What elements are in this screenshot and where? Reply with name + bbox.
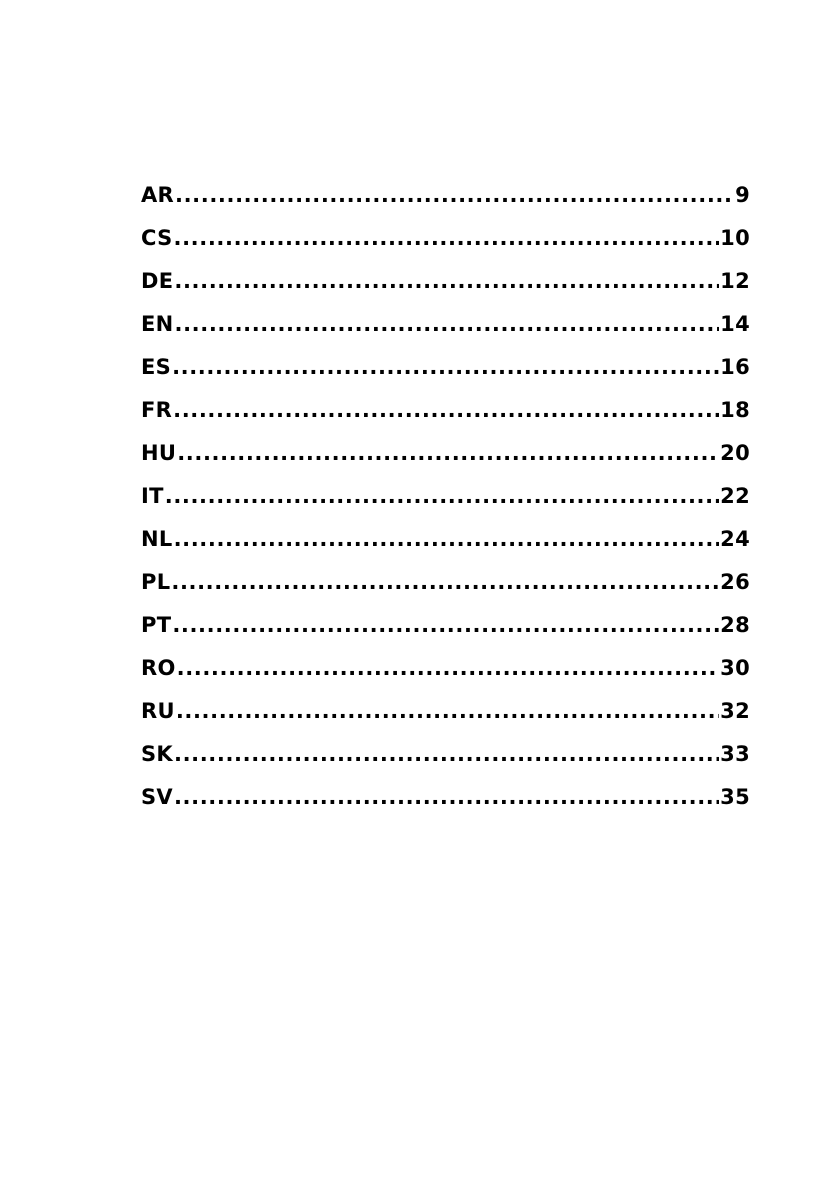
dot-leader <box>172 613 719 637</box>
toc-entry-cs[interactable] <box>141 226 750 269</box>
toc-page-number: 20 <box>720 441 750 465</box>
toc-page-number: 28 <box>720 613 750 637</box>
toc-entry-nl[interactable] <box>141 527 750 570</box>
toc-language-code: IT <box>141 484 164 508</box>
toc-language-code: AR <box>141 183 175 207</box>
toc-entry-de[interactable] <box>141 269 750 312</box>
toc-entry-es[interactable] <box>141 355 750 398</box>
toc-page-number: 22 <box>720 484 750 508</box>
toc-page-number: 33 <box>720 742 750 766</box>
dot-leader <box>174 269 719 293</box>
toc-language-code: PT <box>141 613 172 637</box>
dot-leader <box>176 699 719 723</box>
dot-leader <box>174 226 720 250</box>
dot-leader <box>174 742 719 766</box>
toc-language-code: EN <box>141 312 174 336</box>
dot-leader <box>174 785 719 809</box>
toc-entry-pl[interactable] <box>141 570 750 613</box>
toc-page-number: 32 <box>720 699 750 723</box>
dot-leader <box>171 570 719 594</box>
toc-page-number: 9 <box>735 183 750 207</box>
dot-leader <box>172 355 719 379</box>
dot-leader <box>177 656 720 680</box>
dot-leader <box>165 484 719 508</box>
toc-page-number: 35 <box>720 785 750 809</box>
toc-language-code: SK <box>141 742 173 766</box>
toc-page-number: 14 <box>720 312 750 336</box>
toc-entry-hu[interactable] <box>141 441 750 484</box>
toc-language-code: FR <box>141 398 173 422</box>
toc-entry-sv[interactable] <box>141 785 750 828</box>
toc-language-code: CS <box>141 226 173 250</box>
dot-leader <box>175 312 720 336</box>
toc-language-code: RO <box>141 656 176 680</box>
toc-language-code: PL <box>141 570 171 594</box>
toc-entry-it[interactable] <box>141 484 750 527</box>
toc-page-number: 24 <box>720 527 750 551</box>
table-of-contents <box>141 183 750 828</box>
toc-language-code: HU <box>141 441 177 465</box>
toc-entry-ar[interactable] <box>141 183 750 226</box>
toc-page-number: 18 <box>720 398 750 422</box>
toc-page-number: 16 <box>720 355 750 379</box>
dot-leader <box>174 527 720 551</box>
dot-leader <box>177 441 719 465</box>
toc-language-code: SV <box>141 785 173 809</box>
dot-leader <box>173 398 719 422</box>
toc-entry-ru[interactable] <box>141 699 750 742</box>
toc-entry-en[interactable] <box>141 312 750 355</box>
toc-page-number: 12 <box>720 269 750 293</box>
toc-language-code: NL <box>141 527 173 551</box>
toc-page-number: 26 <box>720 570 750 594</box>
toc-language-code: DE <box>141 269 174 293</box>
toc-page-number: 30 <box>720 656 750 680</box>
toc-entry-pt[interactable] <box>141 613 750 656</box>
toc-language-code: RU <box>141 699 175 723</box>
toc-entry-fr[interactable] <box>141 398 750 441</box>
dot-leader <box>175 183 734 207</box>
toc-language-code: ES <box>141 355 172 379</box>
toc-page-number: 10 <box>720 226 750 250</box>
toc-entry-sk[interactable] <box>141 742 750 785</box>
toc-entry-ro[interactable] <box>141 656 750 699</box>
